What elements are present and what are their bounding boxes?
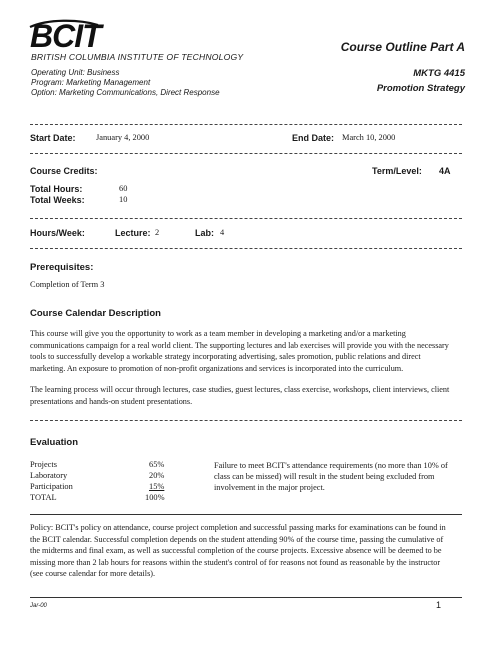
divider bbox=[30, 218, 462, 219]
lecture-value: 2 bbox=[155, 228, 160, 237]
term-level-value: 4A bbox=[439, 166, 451, 176]
institute-name: BRITISH COLUMBIA INSTITUTE OF TECHNOLOGY bbox=[31, 52, 244, 62]
page-number: 1 bbox=[436, 600, 442, 610]
lab-label: Lab: bbox=[195, 228, 214, 238]
start-date-label: Start Date: bbox=[30, 133, 76, 143]
evaluation-heading: Evaluation bbox=[30, 437, 79, 448]
eval-pct: 15% bbox=[149, 482, 165, 491]
document-title: Course Outline Part A bbox=[340, 40, 465, 54]
eval-pct: 65% bbox=[149, 460, 165, 469]
description-paragraph-2: The learning process will occur through lectures, case studies, guest lectures, class exercise, workshops, client interviews, client presentations and hands-on student presentations. bbox=[30, 385, 450, 406]
prerequisites-text: Completion of Term 3 bbox=[30, 280, 105, 289]
total-hours-label: Total Hours: bbox=[30, 184, 83, 194]
attendance-note: Failure to meet BCIT's attendance requirements (no more than 10% of class can be missed) will result in the student being excluded from involvement in the major project. bbox=[214, 461, 448, 492]
bcit-logo: BCIT bbox=[30, 18, 101, 54]
course-name: Promotion Strategy bbox=[376, 83, 465, 94]
prerequisites-heading: Prerequisites: bbox=[30, 262, 94, 273]
eval-item: Projects bbox=[30, 460, 57, 469]
policy-paragraph: Policy: BCIT's policy on attendance, course project completion and successful passing marks for examinations can be found in the BCIT calendar. Successful completion depends on the student attending 90% of the course time, passing the cumulative of the midterms and final exam, as well as successful completion of the course projects. Excessive absence will be deemed to be missing more than 2 lab hours for reasons within the student's control of for reasons not found as reasonable by the instructor (see course calendar for more details). bbox=[30, 523, 446, 578]
description-paragraph: This course will give you the opportunity to work as a team member in developing a marketing and/or a marketing communications campaign for a real world client. The supporting lectures and lab exercises will provide you with the necessary tools to successfully develop a workable strategy incorporating advertising, sales promotion, public relations and direct marketing. An exposure to promotion of non-profit organizations and services is incorporated into the curriculum. bbox=[30, 329, 449, 373]
term-level-label: Term/Level: bbox=[372, 166, 422, 176]
lecture-label: Lecture: bbox=[115, 228, 151, 238]
divider bbox=[30, 420, 462, 421]
eval-pct: 20% bbox=[149, 471, 165, 480]
divider bbox=[30, 248, 462, 249]
lab-value: 4 bbox=[220, 228, 225, 237]
divider bbox=[30, 124, 462, 125]
total-weeks-value: 10 bbox=[119, 195, 128, 204]
option: Option: Marketing Communications, Direct Response bbox=[31, 88, 220, 97]
end-date-label: End Date: bbox=[292, 133, 335, 143]
hours-week-label: Hours/Week: bbox=[30, 228, 85, 238]
total-weeks-label: Total Weeks: bbox=[30, 195, 85, 205]
divider bbox=[30, 514, 462, 515]
footer-date: Jar-00 bbox=[30, 603, 47, 609]
eval-pct: 100% bbox=[145, 493, 165, 502]
course-code: MKTG 4415 bbox=[413, 68, 465, 79]
program: Program: Marketing Management bbox=[31, 78, 151, 87]
description-heading: Course Calendar Description bbox=[30, 308, 161, 319]
start-date-value: January 4, 2000 bbox=[96, 133, 150, 142]
operating-unit: Operating Unit: Business bbox=[31, 68, 120, 77]
eval-item: Laboratory bbox=[30, 471, 68, 480]
total-hours-value: 60 bbox=[119, 184, 128, 193]
eval-item: TOTAL bbox=[30, 493, 57, 502]
eval-item: Participation bbox=[30, 482, 73, 491]
course-credits-label: Course Credits: bbox=[30, 166, 98, 176]
divider bbox=[30, 153, 462, 154]
footer-rule bbox=[30, 597, 462, 598]
end-date-value: March 10, 2000 bbox=[342, 133, 396, 142]
